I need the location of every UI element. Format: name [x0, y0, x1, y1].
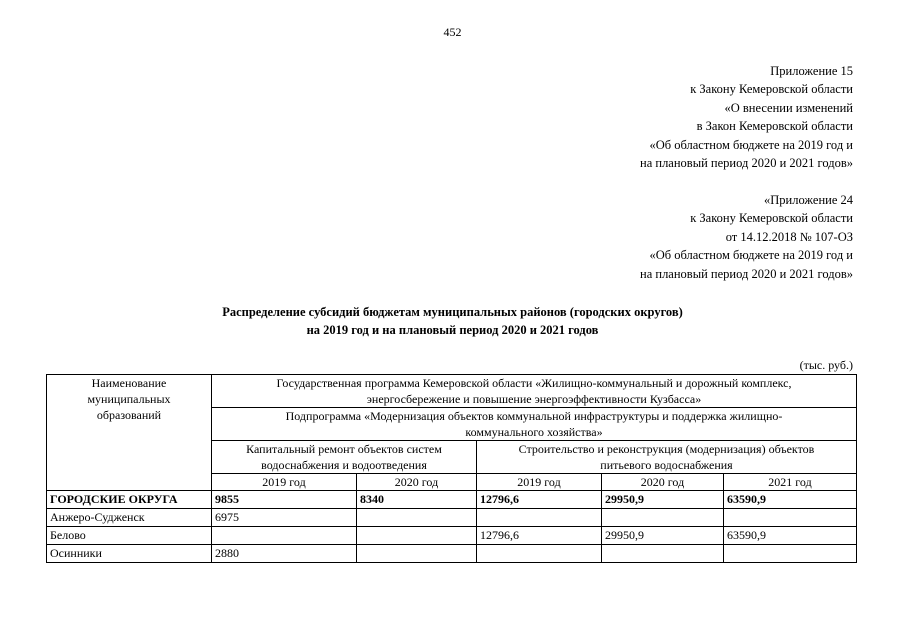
header-line: энергосбережение и повышение энергоэффективности Кузбасса»	[366, 392, 702, 406]
appendix-24-header	[640, 191, 853, 283]
row-name: Осинники	[47, 545, 212, 563]
row-value: 12796,6	[477, 527, 602, 545]
table-row	[47, 509, 857, 527]
row-value: 8340	[357, 491, 477, 509]
header-line: водоснабжения и водоотведения	[261, 458, 427, 472]
document-title	[0, 303, 905, 339]
row-value: 29950,9	[602, 491, 724, 509]
row-value	[602, 545, 724, 563]
year-header: 2020 год	[357, 474, 477, 491]
appendix-line: к Закону Кемеровской области	[690, 211, 853, 226]
subsidy-table	[46, 374, 857, 563]
appendix-line: к Закону Кемеровской области	[690, 82, 853, 97]
year-header: 2019 год	[212, 474, 357, 491]
header-line: Подпрограмма «Модернизация объектов коммунальной инфраструктуры и поддержка жилищно-	[285, 409, 783, 423]
table-row	[47, 545, 857, 563]
row-value: 9855	[212, 491, 357, 509]
program-header	[212, 375, 857, 408]
year-header: 2019 год	[477, 474, 602, 491]
page-number: 452	[443, 25, 462, 39]
header-line: питьевого водоснабжения	[600, 458, 733, 472]
appendix-line: «Об областном бюджете на 2019 год и	[649, 137, 853, 152]
row-value	[357, 545, 477, 563]
appendix-line: на плановый период 2020 и 2021 годов»	[640, 156, 853, 171]
header-line: образований	[96, 408, 162, 422]
header-line: муниципальных	[87, 392, 171, 406]
year-header: 2020 год	[602, 474, 724, 491]
header-line: Капитальный ремонт объектов систем	[246, 442, 442, 456]
year-header: 2021 год	[724, 474, 857, 491]
header-line: Государственная программа Кемеровской области «Жилищно-коммунальный и дорожный комплекс,	[276, 376, 792, 390]
row-value	[602, 509, 724, 527]
appendix-line: в Закон Кемеровской области	[696, 119, 853, 134]
row-name: ГОРОДСКИЕ ОКРУГА	[47, 491, 212, 509]
row-value	[357, 527, 477, 545]
name-column-header	[47, 375, 212, 491]
appendix-15-header	[640, 62, 853, 172]
row-value: 2880	[212, 545, 357, 563]
title-line: Распределение субсидий бюджетам муниципальных районов (городских округов)	[222, 305, 683, 319]
header-line: Наименование	[91, 376, 167, 390]
table-header-row	[47, 375, 857, 408]
appendix-line: на плановый период 2020 и 2021 годов»	[640, 266, 853, 281]
row-value	[357, 509, 477, 527]
table-row	[47, 491, 857, 509]
measure-repair-header	[212, 441, 477, 474]
row-value	[477, 545, 602, 563]
row-value	[212, 527, 357, 545]
row-value: 12796,6	[477, 491, 602, 509]
row-value: 29950,9	[602, 527, 724, 545]
units-label: (тыс. руб.)	[799, 358, 853, 372]
appendix-line: «Об областном бюджете на 2019 год и	[649, 248, 853, 263]
appendix-line: «Приложение 24	[764, 193, 853, 207]
row-name: Белово	[47, 527, 212, 545]
measure-construction-header	[477, 441, 857, 474]
appendix-line: от 14.12.2018 № 107-ОЗ	[725, 229, 853, 244]
row-value	[477, 509, 602, 527]
row-value	[724, 545, 857, 563]
row-value: 63590,9	[724, 527, 857, 545]
appendix-line: «О внесении изменений	[724, 100, 853, 115]
row-value: 6975	[212, 509, 357, 527]
row-value	[724, 509, 857, 527]
title-line: на 2019 год и на плановый период 2020 и 2021 годов	[306, 323, 599, 337]
row-name: Анжеро-Судженск	[47, 509, 212, 527]
header-line: коммунального хозяйства»	[465, 425, 603, 439]
appendix-line: Приложение 15	[770, 64, 853, 78]
header-line: Строительство и реконструкция (модернизация) объектов	[518, 442, 815, 456]
table-row	[47, 527, 857, 545]
row-value: 63590,9	[724, 491, 857, 509]
subprogram-header	[212, 408, 857, 441]
